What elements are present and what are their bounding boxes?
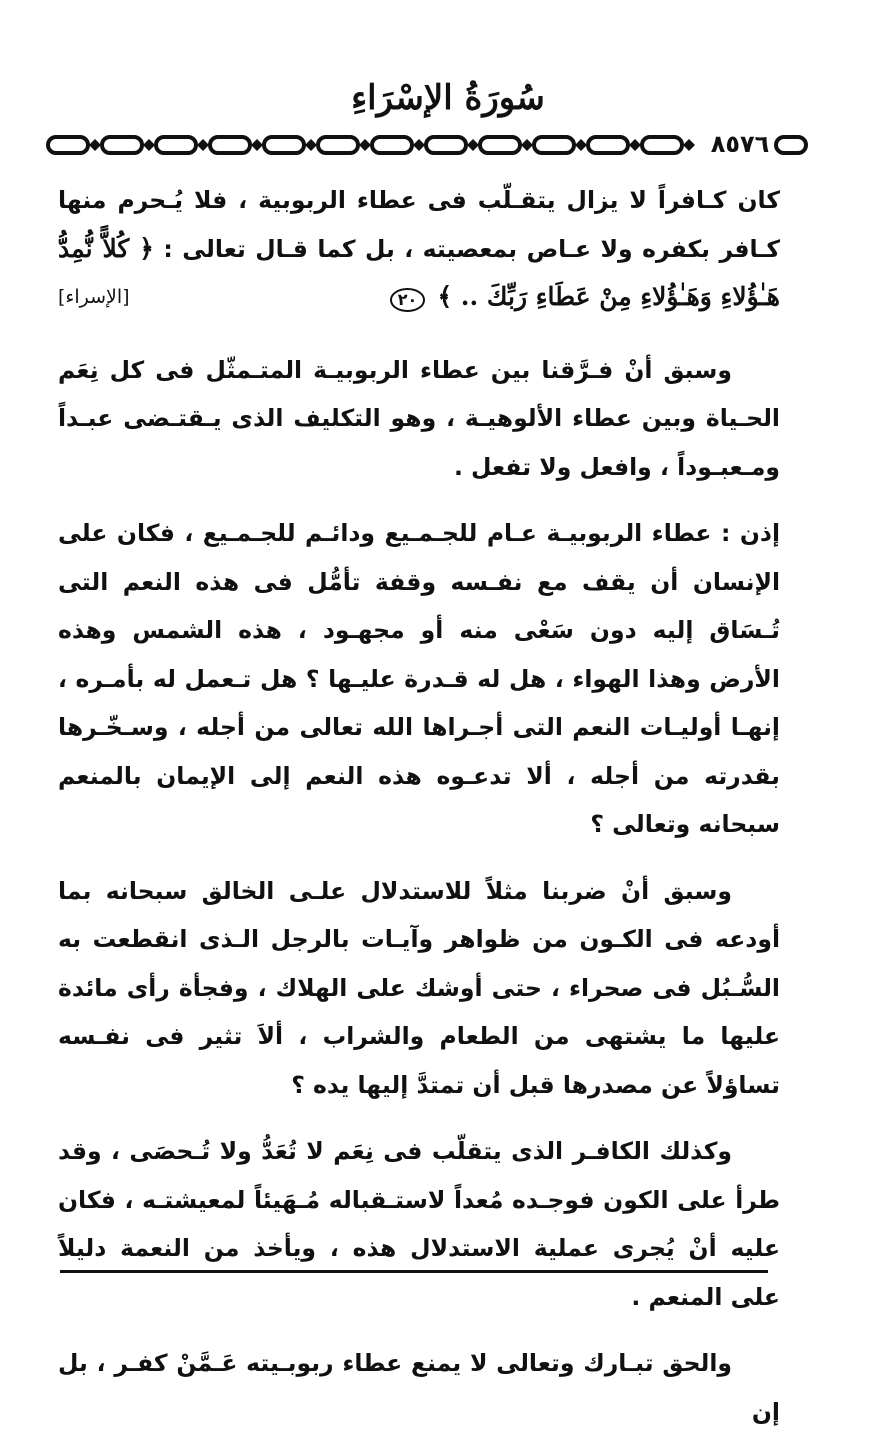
paragraph-5: وكذلك الكافـر الذى يتقلّب فى نِعَم لا تُعَدُّ ولا تُـحصَى ، وقد طرأ على الكون فوجـده مُعداً لاستـقباله مُـهَيئاً لمعيشتـه ، فكان عليه أنْ يُجرى عملية الاستدلال هذه ، ويأخذ من النعمة دليلاً على المنعم .	[58, 1137, 780, 1311]
chain-link	[48, 137, 88, 153]
chain-diamond	[683, 139, 695, 151]
page-number: ٨٥٧٦	[708, 129, 772, 159]
paragraph-3: إذن : عطاء الربوبيـة عـام للجـمـيع ودائـم للجـمـيع ، فكان على الإنسان أن يقف مع نفـسه وقفة تأمُّل فى هذه النعم التى تُـسَاق إليه دون سَعْى منه أو مجهـود ، هذه الشمس وهذه الأرض وهذا الهواء ، هل له قـدرة عليـها ؟ هل تـعمل له بأمـره ، إنهـا أوليـات النعم التى أجـراها الله تعالى من أجله ، وسـخّـرها بقدرته من أجله ، ألا تدعـوه هذه النعم إلى الإيمان بالمنعم سبحانه وتعالى ؟	[58, 519, 780, 838]
surah-title: سُورَةُ الإسْرَاءِ	[351, 78, 545, 118]
chain-link	[318, 137, 358, 153]
chain-link	[480, 137, 520, 153]
paragraph-text: كان كـافراً لا يزال يتقـلّب فى عطاء الربوبية ، فلا يُـحرم منها كـافر بكفره ولا عـاص بمعصيته ، بل كما قـال تعالى :	[58, 186, 780, 263]
chain-link	[102, 137, 142, 153]
surah-reference: [الإسراء]	[58, 286, 130, 308]
chain-link	[156, 137, 196, 153]
chain-link	[264, 137, 304, 153]
chain-link	[426, 137, 466, 153]
chain-diamond	[305, 139, 317, 151]
chain-link	[210, 137, 250, 153]
chain-diamond	[143, 139, 155, 151]
chain-link	[776, 137, 806, 153]
chain-diamond	[359, 139, 371, 151]
chain-diamond	[197, 139, 209, 151]
chain-diamond	[521, 139, 533, 151]
paragraph-4: وسبق أنْ ضربنا مثلاً للاستدلال علـى الخالق سبحانه بما أودعه فى الكـون من ظواهر وآيـات بالرجل الـذى انقطعت به السُّـبُل فى صحراء ، حتى أوشك على الهلاك ، وفجأة رأى مائدة عليها ما يشتهى من الطعام والشراب ، ألاَ تثير فى نفـسه تساؤلاً عن مصدرها قبل أن تمتدَّ إليها يده ؟	[58, 876, 780, 1099]
ornamental-chain-border	[40, 128, 810, 162]
chain-link	[588, 137, 628, 153]
paragraph-2: وسبق أنْ فـرَّقنا بين عطاء الربوبيـة المتـمثّل فى كل نِعَم الحـياة وبين عطاء الألوهيـة ، وهو التكليف الذى يـقتـضى عبـداً ومـعبـوداً ، وافعل ولا تفعل .	[58, 355, 780, 481]
chain-link	[642, 137, 682, 153]
chain-diamond	[629, 139, 641, 151]
ayah-number-badge: ٢٠	[390, 288, 426, 312]
chain-link	[372, 137, 412, 153]
chain-diamond	[89, 139, 101, 151]
chain-diamond	[251, 139, 263, 151]
quran-verse: ﴿ كُلاًّ نُّمِدُّ هَـٰؤُلاءِ وَهَـٰؤُلاءِ مِنْ عَطَاءِ رَبِّكَ .. ﴾	[58, 233, 780, 311]
chain-diamond	[413, 139, 425, 151]
footer-rule	[60, 1270, 768, 1273]
paragraph-6: والحق تبـارك وتعالى لا يمنع عطاء ربوبـيته عَـمَّنْ كفـر ، بل إن	[58, 1349, 780, 1426]
chain-link	[534, 137, 574, 153]
chain-diamond	[575, 139, 587, 151]
chain-diamond	[467, 139, 479, 151]
paragraph-1	[58, 176, 780, 322]
page-body	[58, 176, 780, 1454]
